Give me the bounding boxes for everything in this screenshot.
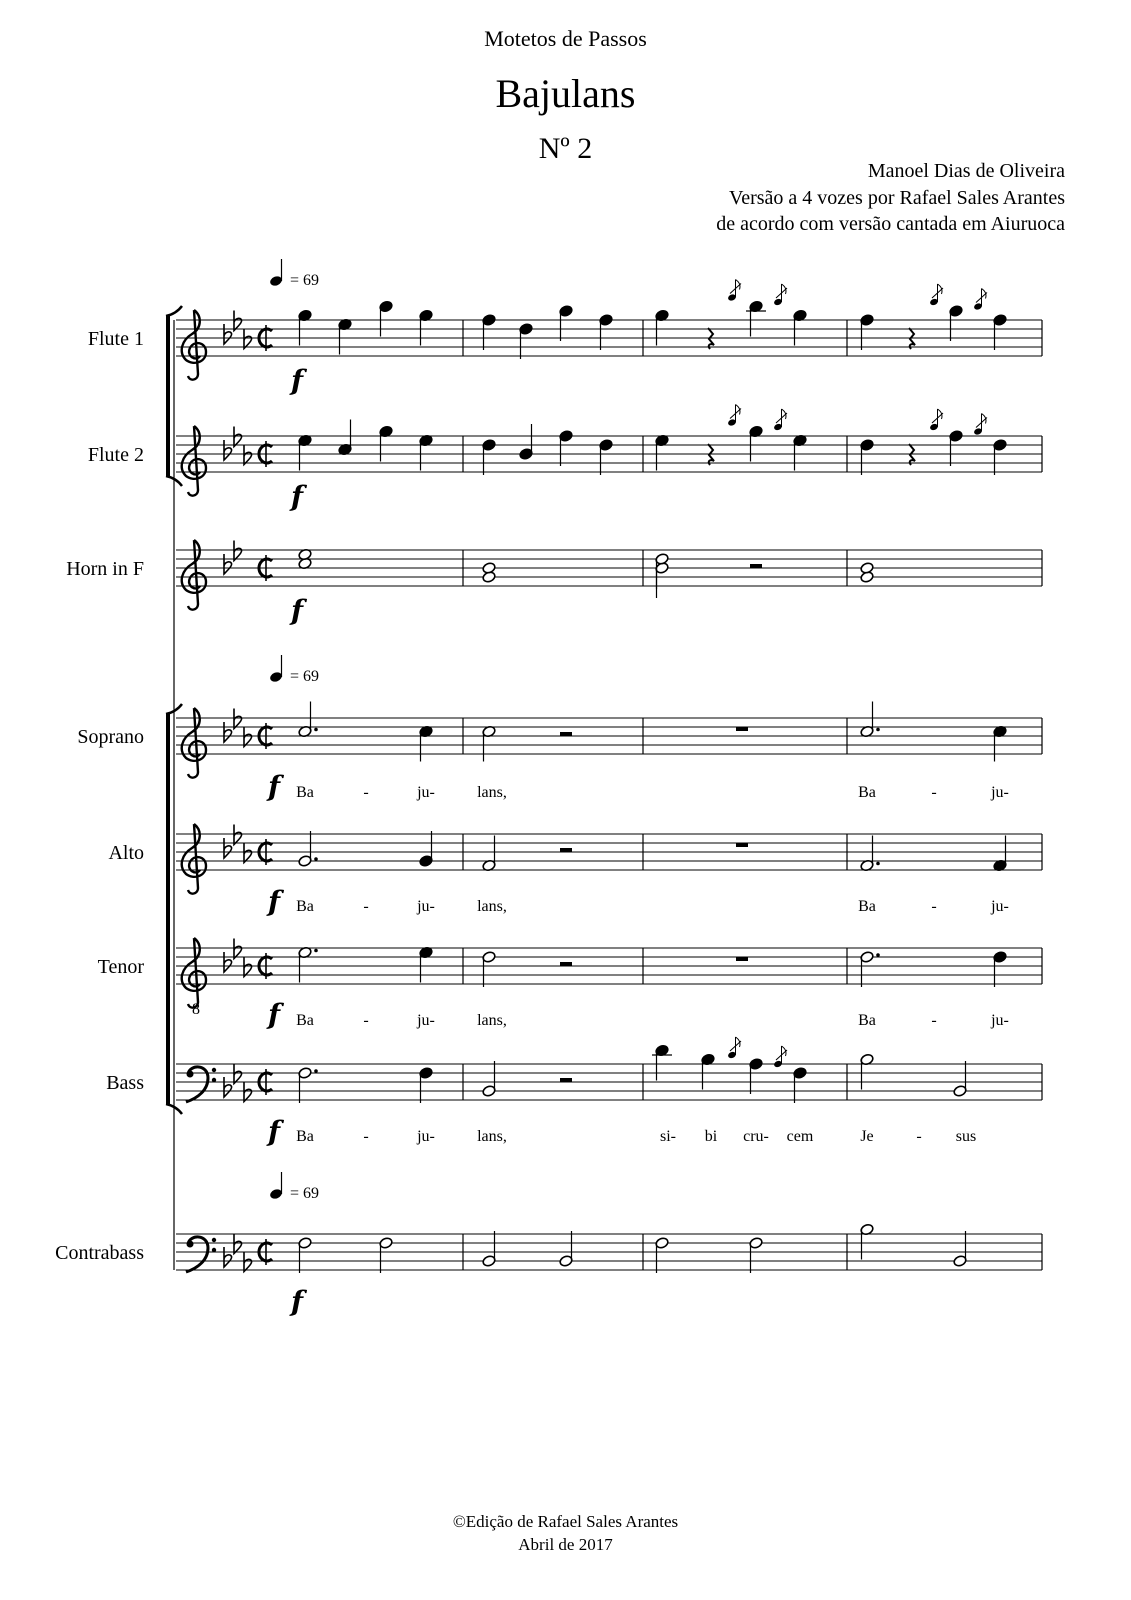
flat-path — [224, 838, 232, 858]
lyric-syllable: ju- — [991, 784, 1009, 801]
staff-label: Bass — [106, 1072, 144, 1094]
augmentation-dot — [876, 728, 880, 732]
clef-octave-mark: 8 — [192, 1001, 200, 1018]
flat-path — [224, 1247, 232, 1267]
bass-clef-dot — [212, 1078, 216, 1082]
augmentation-dot — [314, 949, 318, 953]
lyric-syllable: Je — [860, 1128, 874, 1145]
note-head — [482, 562, 496, 575]
whole-rest-icon — [736, 957, 748, 961]
half-rest-icon — [560, 848, 572, 852]
augmentation-dot — [314, 1069, 318, 1073]
staff-label: Alto — [108, 842, 144, 864]
lyric-syllable: lans, — [477, 784, 507, 801]
lyric-syllable: - — [916, 1128, 922, 1145]
lyric-syllable: Ba — [858, 784, 876, 801]
lyric-syllable: lans, — [477, 1012, 507, 1029]
lyric-syllable: bi — [704, 1128, 718, 1145]
lyric-syllable: ju- — [417, 1012, 435, 1029]
tempo-marking: = 69 — [290, 272, 320, 289]
staff-label: Contrabass — [55, 1242, 144, 1264]
staff-label: Flute 1 — [87, 328, 144, 350]
bass-clef-dot — [212, 1248, 216, 1252]
lyric-syllable: ju- — [417, 1128, 435, 1145]
half-rest-icon — [750, 564, 762, 568]
tempo-marking: = 69 — [290, 668, 320, 685]
piece-title: Bajulans — [495, 71, 636, 116]
augmentation-dot — [876, 862, 880, 866]
lyric-syllable: lans, — [477, 1128, 507, 1145]
flat-path — [224, 952, 232, 972]
lyric-syllable: ju- — [417, 898, 435, 915]
staff-label: Horn in F — [66, 558, 144, 580]
lyric-syllable: - — [931, 1012, 937, 1029]
note-head — [860, 562, 874, 575]
lyric-syllable: Ba — [296, 1012, 314, 1029]
edition-date: Abril de 2017 — [518, 1535, 613, 1554]
staff-label: Soprano — [77, 726, 144, 748]
lyric-syllable: - — [363, 1128, 369, 1145]
whole-rest-icon — [736, 727, 748, 731]
composer-credit: Manoel Dias de Oliveira — [867, 160, 1065, 182]
lyric-syllable: cem — [786, 1128, 814, 1145]
bass-clef-icon — [186, 1067, 216, 1102]
flat-path — [224, 1077, 232, 1097]
lyric-syllable: Ba — [858, 898, 876, 915]
tempo-marking: = 69 — [290, 1185, 320, 1202]
staff-label: Tenor — [97, 956, 144, 978]
flat-icon — [224, 722, 232, 742]
lyric-syllable: - — [363, 898, 369, 915]
dynamic-forte: f — [290, 480, 304, 513]
lyric-syllable: Ba — [296, 1128, 314, 1145]
lyric-syllable: Ba — [296, 898, 314, 915]
lyric-syllable: - — [363, 1012, 369, 1029]
bass-clef-dot — [187, 1071, 194, 1078]
dynamic-forte: f — [267, 770, 281, 803]
lyric-syllable: ju- — [991, 898, 1009, 915]
augmentation-dot — [314, 857, 318, 861]
flat-icon — [224, 1077, 232, 1097]
lyric-syllable: - — [363, 784, 369, 801]
whole-rest-icon — [736, 843, 748, 847]
bass-clef-icon — [186, 1237, 216, 1272]
dynamic-forte: f — [267, 998, 281, 1031]
lyric-syllable: cru- — [743, 1128, 769, 1145]
bass-clef-dot — [187, 1241, 194, 1248]
flat-icon — [224, 554, 232, 574]
lyric-syllable: - — [931, 898, 937, 915]
dynamic-forte: f — [290, 594, 304, 627]
half-rest-icon — [560, 962, 572, 966]
augmentation-dot — [876, 953, 880, 957]
flat-icon — [224, 440, 232, 460]
dynamic-forte: f — [267, 1115, 281, 1148]
lyric-syllable: Ba — [858, 1012, 876, 1029]
half-rest-icon — [560, 732, 572, 736]
series-title: Motetos de Passos — [484, 26, 647, 51]
bracket-hook — [166, 306, 182, 316]
lyric-syllable: Ba — [296, 784, 314, 801]
flat-icon — [224, 324, 232, 344]
piece-number: Nº 2 — [538, 132, 593, 165]
staff-label: Flute 2 — [87, 444, 144, 466]
flat-path — [224, 722, 232, 742]
flat-path — [224, 324, 232, 344]
augmentation-dot — [314, 728, 318, 732]
arranger-credit: Versão a 4 vozes por Rafael Sales Arantes — [729, 187, 1065, 209]
flat-path — [224, 440, 232, 460]
dynamic-forte: f — [267, 885, 281, 918]
bass-clef-dot — [212, 1238, 216, 1242]
lyric-syllable: sus — [955, 1128, 977, 1145]
flat-icon — [224, 1247, 232, 1267]
bass-clef-dot — [212, 1068, 216, 1072]
dynamic-forte: f — [290, 364, 304, 397]
lyric-syllable: ju- — [417, 784, 435, 801]
half-rest-icon — [560, 1078, 572, 1082]
edition-credit: ©Edição de Rafael Sales Arantes — [452, 1512, 679, 1531]
version-note: de acordo com versão cantada em Aiuruoca — [716, 213, 1065, 235]
lyric-syllable: - — [931, 784, 937, 801]
flat-icon — [224, 838, 232, 858]
lyric-syllable: lans, — [477, 898, 507, 915]
flat-path — [224, 554, 232, 574]
lyric-syllable: si- — [660, 1128, 676, 1145]
dynamic-forte: f — [290, 1285, 304, 1318]
flat-icon — [224, 952, 232, 972]
lyric-syllable: ju- — [991, 1012, 1009, 1029]
